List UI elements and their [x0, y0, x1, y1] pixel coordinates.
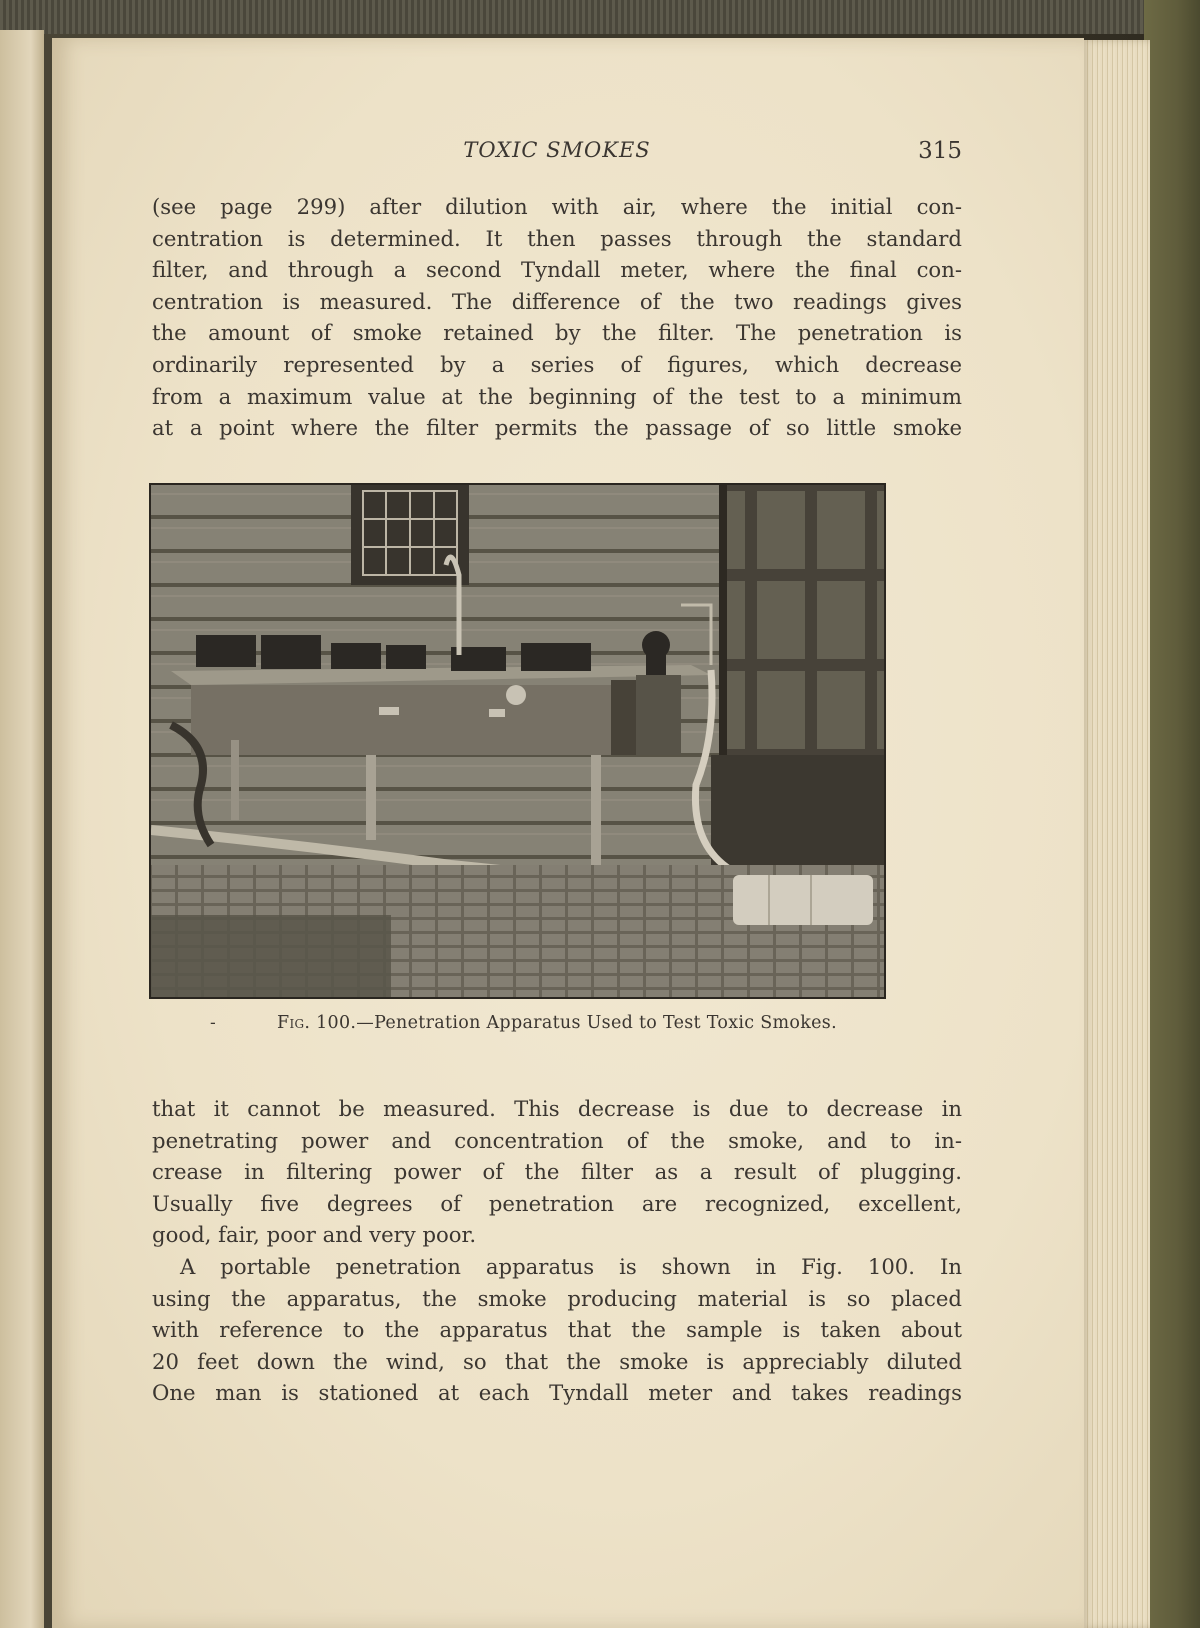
text-line: One man is stationed at each Tyndall meter and takes readings: [152, 1380, 962, 1406]
apparatus-photo-illustration: [151, 485, 884, 997]
text-line: from a maximum value at the beginning of the test to a minimum: [152, 383, 962, 409]
previous-page-edge: [0, 30, 44, 1628]
text-line: filter, and through a second Tyndall meter, where the final con-: [152, 257, 962, 283]
text-line: Usually five degrees of penetration are recognized, excellent,: [152, 1190, 962, 1216]
page-number: 315: [918, 138, 962, 164]
binding-top-strip: [0, 0, 1200, 34]
figure-photo-apparatus: [149, 483, 886, 999]
book-page: [52, 38, 1084, 1628]
figure-caption-text: —Penetration Apparatus Used to Test Toxic Smokes.: [356, 1013, 837, 1033]
text-line: (see page 299) after dilution with air, where the initial con-: [152, 194, 962, 219]
text-line: good, fair, poor and very poor.: [152, 1222, 477, 1248]
text-line: 20 feet down the wind, so that the smoke is appreciably diluted: [152, 1348, 962, 1374]
text-line: ordinarily represented by a series of figures, which decrease: [152, 351, 962, 377]
page-edges-stack: [1080, 40, 1150, 1628]
text-line: with reference to the apparatus that the sample is taken about: [152, 1317, 962, 1343]
running-head: [152, 138, 962, 178]
figure-caption-label: Fig. 100.: [277, 1013, 357, 1033]
running-head-title: TOXIC SMOKES: [463, 138, 651, 162]
text-line: the amount of smoke retained by the filter. The penetration is: [152, 320, 962, 346]
text-line: A portable penetration apparatus is shown in Fig. 100. In: [180, 1253, 962, 1279]
figure-caption: [152, 1013, 962, 1033]
text-line: centration is measured. The difference of the two readings gives: [152, 288, 962, 314]
bottom-paragraphs: [152, 1093, 962, 1409]
margin-mark: -: [210, 1013, 216, 1033]
text-line: centration is determined. It then passes through the standard: [152, 225, 962, 251]
text-line: that it cannot be measured. This decrease is due to decrease in: [152, 1096, 962, 1121]
top-paragraph: [152, 191, 962, 444]
text-line: using the apparatus, the smoke producing material is so placed: [152, 1285, 962, 1311]
text-line: crease in filtering power of the filter as a result of plugging.: [152, 1159, 962, 1185]
book-cover-right: [1144, 0, 1200, 1628]
text-line: at a point where the filter permits the passage of so little smoke: [152, 415, 962, 441]
text-line: penetrating power and concentration of the smoke, and to in-: [152, 1127, 962, 1153]
